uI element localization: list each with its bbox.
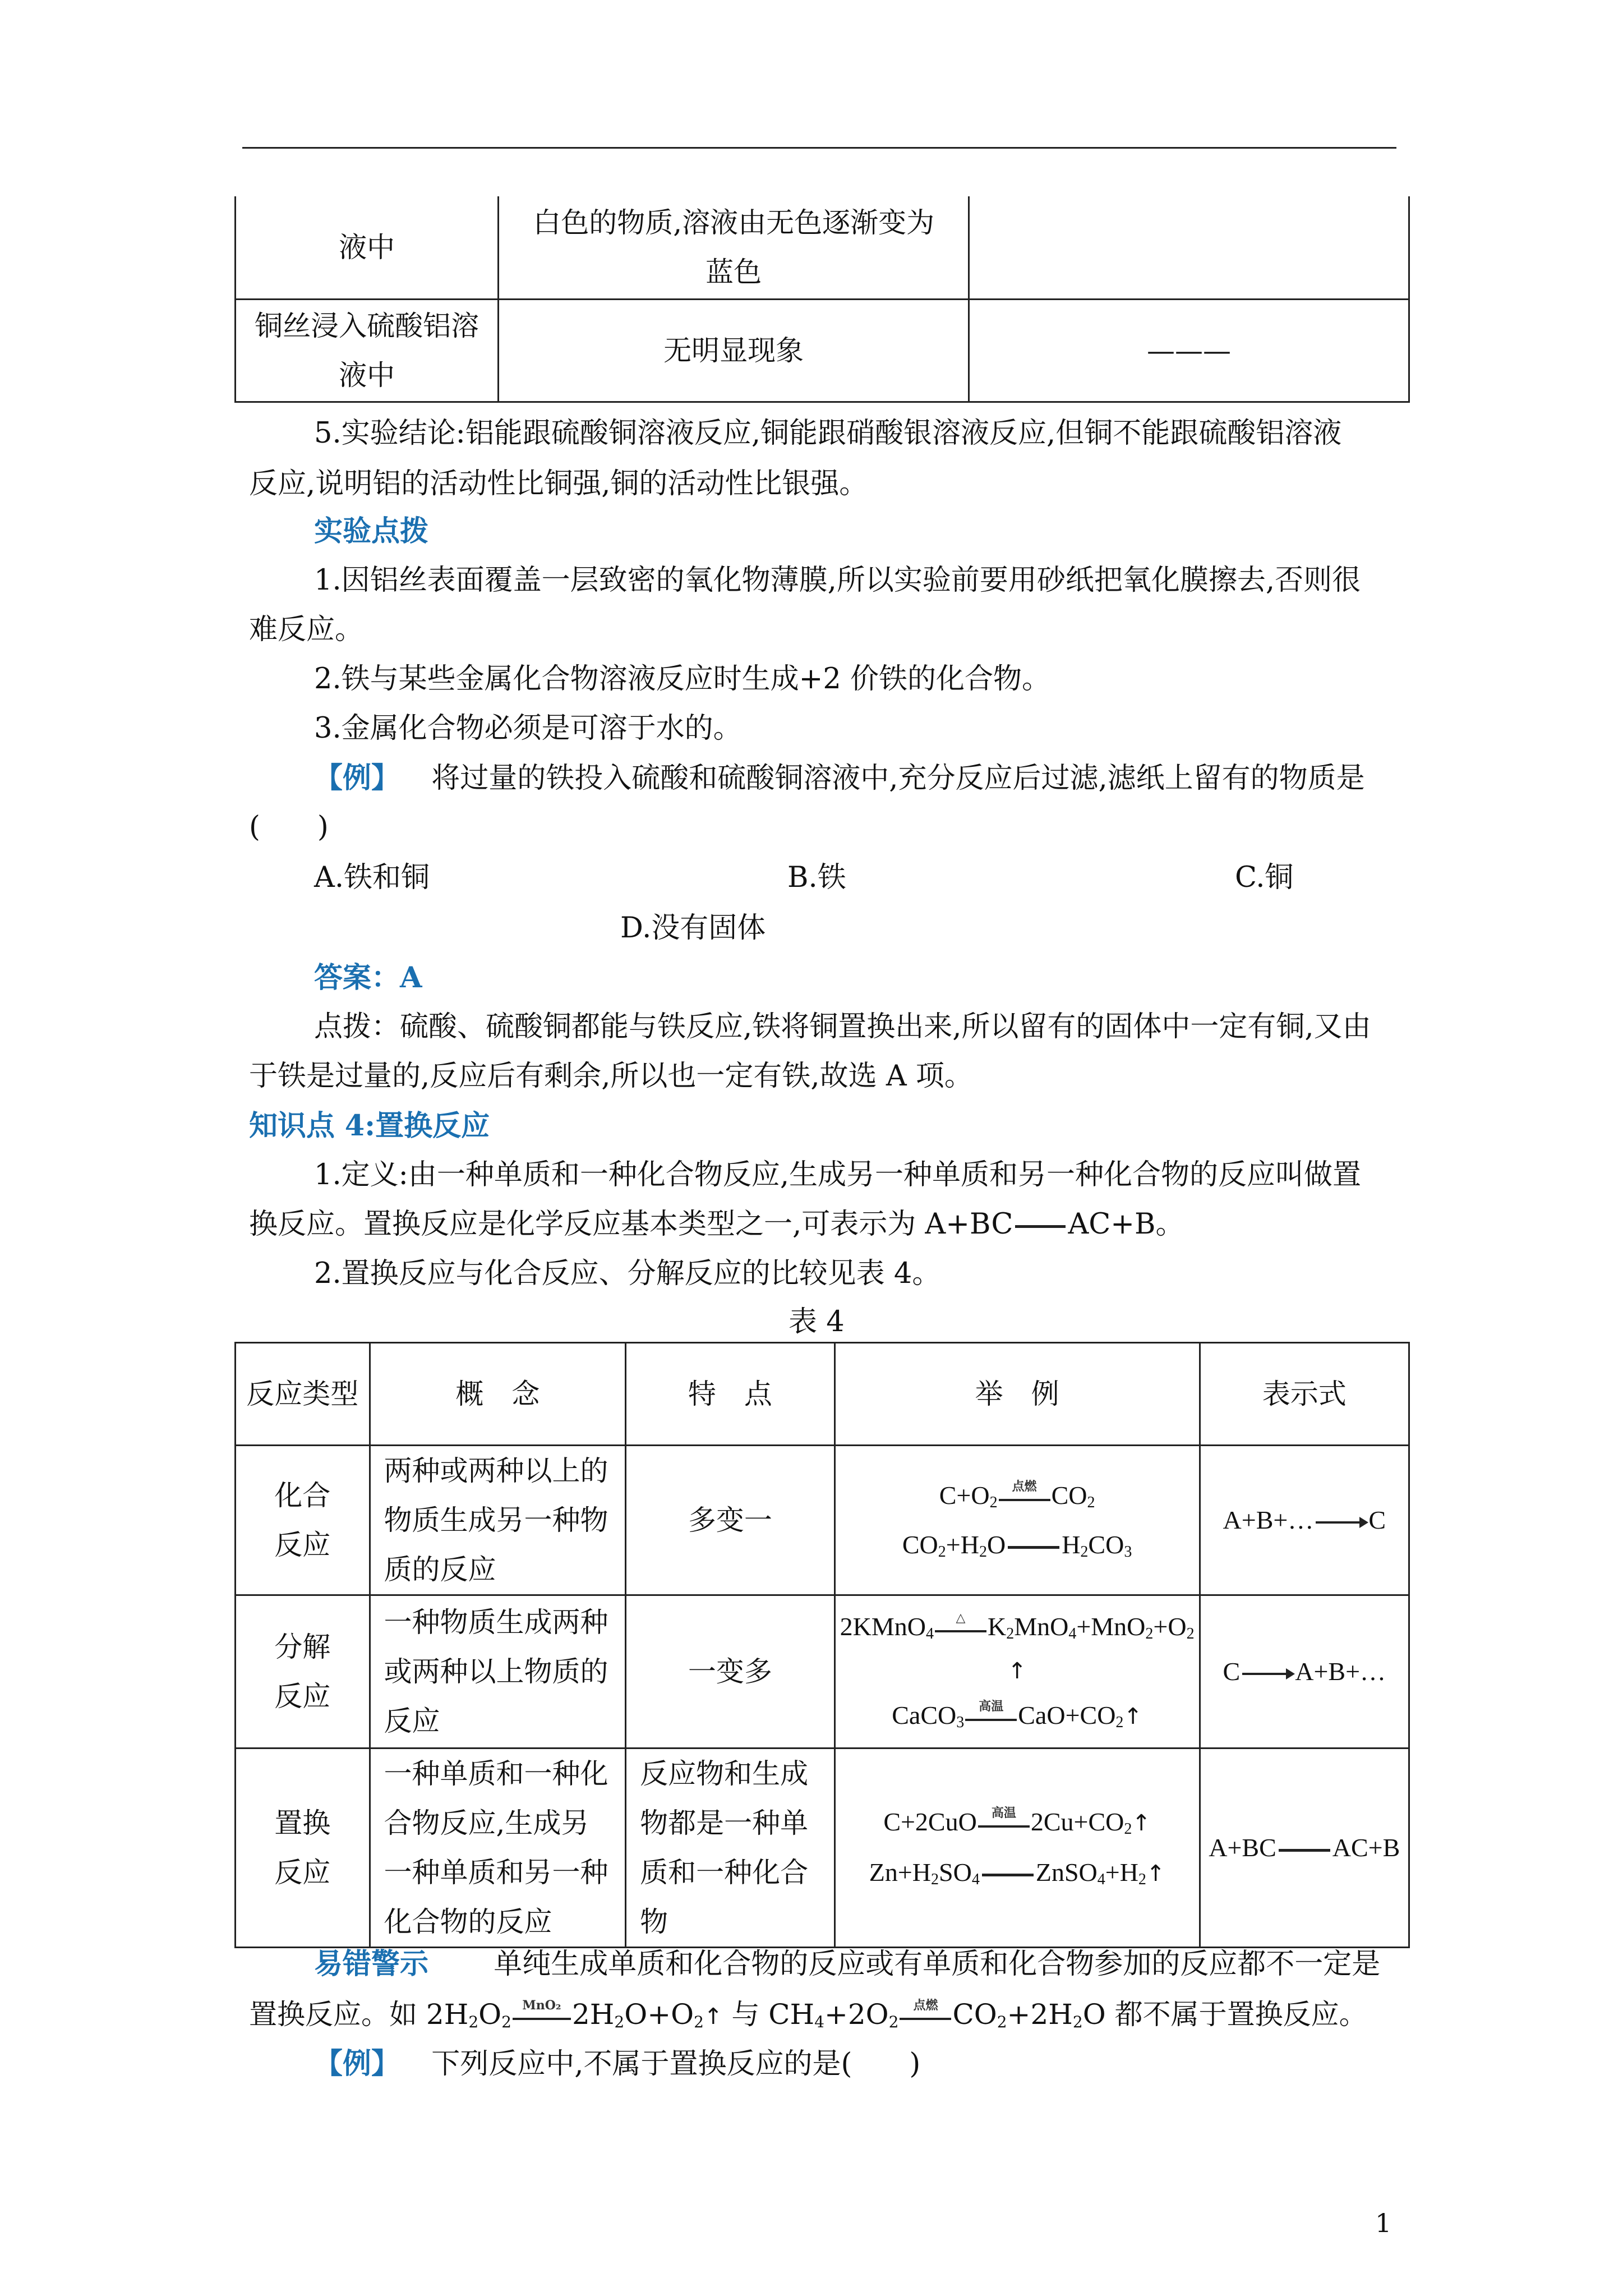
definition-line1: 1.定义:由一种单质和一种化合物反应,生成另一种单质和另一种化合物的反应叫做置 [314, 1158, 1362, 1191]
section-heading: 知识点 4:置换反应 [249, 1109, 490, 1143]
page-number: 1 [1375, 2208, 1392, 2238]
row-expression: C A+B+… [1200, 1595, 1409, 1749]
tips-heading: 实验点拨 [314, 514, 429, 548]
option-d: D.没有固体 [620, 912, 766, 945]
tip-1-line2: 难反应。 [249, 613, 364, 646]
arrow [1242, 1673, 1293, 1675]
explain-line1: 点拨：硫酸、硫酸铜都能与铁反应,铁将铜置换出来,所以留有的固体中一定有铜,又由 [314, 1010, 1371, 1043]
row-expression: A+B+… C [1200, 1446, 1409, 1595]
table-row [236, 1446, 1409, 1595]
equation: $CO_2+H_2O$ $H_2CO_3$ [902, 1530, 1132, 1561]
option-c: C.铜 [1235, 861, 1294, 894]
example-1-paren: ( ) [249, 811, 329, 844]
table-row [236, 1595, 1409, 1749]
conclusion-line1: 5.实验结论:铝能跟硫酸铜溶液反应,铜能跟硝酸银溶液反应,但铜不能跟硫酸铝溶液 [314, 417, 1342, 450]
condition-catalyst: MnO₂ [513, 2005, 571, 2028]
experiment-table-continued [234, 196, 1410, 403]
row-example [834, 1446, 1200, 1595]
row-concept: 一种物质生成两种或两种以上物质的反应 [370, 1595, 626, 1749]
table-cell: 无明显现象 [499, 300, 969, 402]
equals-bar [1008, 1546, 1059, 1549]
equals-bar [1015, 1225, 1066, 1228]
condition-ignite: 点燃 [999, 1487, 1050, 1509]
tip-2: 2.铁与某些金属化合物溶液反应时生成+2 价铁的化合物。 [314, 662, 1051, 696]
row-type: 分解反应 [236, 1595, 370, 1749]
equation: 2KMnO$_4$ △ $K_2MnO_4+MnO_2+O_2$ [840, 1611, 1195, 1642]
example-tag: 【例】 [314, 761, 400, 795]
equation: $Zn+H_2SO_4$ $ZnSO_4+H_2↑$ [869, 1858, 1165, 1888]
table-row [236, 196, 1409, 300]
arrow [1316, 1521, 1366, 1524]
table-cell: 铜丝浸入硫酸铝溶 液中 [236, 300, 499, 402]
equation: CaCO$_3$ 高温 $CaO+CO_2↑$ [892, 1699, 1142, 1731]
row-concept: 两种或两种以上的物质生成另一种物质的反应 [370, 1446, 626, 1595]
compare-note: 2.置换反应与化合反应、分解反应的比较见表 4。 [314, 1257, 941, 1290]
row-feature: 一变多 [626, 1595, 834, 1749]
row-example [834, 1595, 1200, 1749]
table-row [236, 300, 1409, 402]
row-type: 置换反应 [236, 1749, 370, 1948]
equals-bar [1279, 1849, 1330, 1852]
condition-heat: △ [935, 1618, 986, 1640]
row-concept: 一种单质和一种化合物反应,生成另一种单质和另一种化合物的反应 [370, 1749, 626, 1948]
equation: C+2CuO 高温 $2Cu+CO_2↑$ [883, 1806, 1151, 1838]
row-feature: 多变一 [626, 1446, 834, 1595]
table-cell [969, 196, 1409, 300]
header-feature: 特 点 [626, 1343, 834, 1446]
row-example [834, 1749, 1200, 1948]
condition-ignite: 点燃 [900, 2005, 951, 2028]
reaction-types-table [234, 1342, 1410, 1948]
gas-arrow: ↑ [1007, 1658, 1027, 1684]
conclusion-line2: 反应,说明铝的活动性比铜强,铜的活动性比银强。 [249, 467, 868, 500]
header-example: 举 例 [834, 1343, 1200, 1446]
warning-line1: 易错警示 单纯生成单质和化合物的反应或有单质和化合物参加的反应都不一定是 [314, 1947, 1381, 1981]
example-2-question: 【例】 下列反应中,不属于置换反应的是( ) [314, 2047, 921, 2081]
explain-line2: 于铁是过量的,反应后有剩余,所以也一定有铁,故选 A 项。 [249, 1060, 973, 1093]
equation: $C+O_2$ 点燃 $CO_2$ [939, 1479, 1095, 1511]
header-expression: 表示式 [1200, 1343, 1409, 1446]
example-tag: 【例】 [314, 2047, 400, 2081]
condition-high-temp: 高温 [965, 1706, 1017, 1729]
row-expression: A+BC AC+B [1200, 1749, 1409, 1948]
answer: 答案：A [314, 961, 422, 995]
header-type: 反应类型 [236, 1343, 370, 1446]
option-a: A.铁和铜 [314, 861, 430, 894]
tip-1-line1: 1.因铝丝表面覆盖一层致密的氧化物薄膜,所以实验前要用砂纸把氧化膜擦去,否则很 [314, 564, 1361, 597]
warning-line2: 置换反应。如 $2H_2O_2$ MnO₂ $2H_2O+O_2↑$ 与 $CH_4+2O_2$ 点燃 $CO_2+2H_2O$ 都不属于置换反应。 [249, 1998, 1367, 2031]
definition-line2: 换反应。置换反应是化学反应基本类型之一,可表示为 A+BC AC+B。 [249, 1208, 1184, 1241]
table-cell: 白色的物质,溶液由无色逐渐变为 蓝色 [499, 196, 969, 300]
example-1-question: 【例】 将过量的铁投入硫酸和硫酸铜溶液中,充分反应后过滤,滤纸上留有的物质是 [314, 761, 1365, 795]
table-row [236, 1749, 1409, 1948]
row-feature: 反应物和生成物都是一种单质和一种化合物 [626, 1749, 834, 1948]
table-cell: ——— [969, 300, 1409, 402]
row-type: 化合反应 [236, 1446, 370, 1595]
equals-bar [982, 1874, 1034, 1876]
table-cell: 液中 [236, 196, 499, 300]
option-b: B.铁 [787, 861, 846, 894]
table-header-row [236, 1343, 1409, 1446]
header-concept: 概 念 [370, 1343, 626, 1446]
table-caption: 表 4 [789, 1305, 845, 1338]
tip-3: 3.金属化合物必须是可溶于水的。 [314, 712, 742, 745]
condition-high-temp: 高温 [978, 1813, 1030, 1835]
warning-heading: 易错警示 [314, 1947, 429, 1981]
header-rule [242, 147, 1396, 149]
